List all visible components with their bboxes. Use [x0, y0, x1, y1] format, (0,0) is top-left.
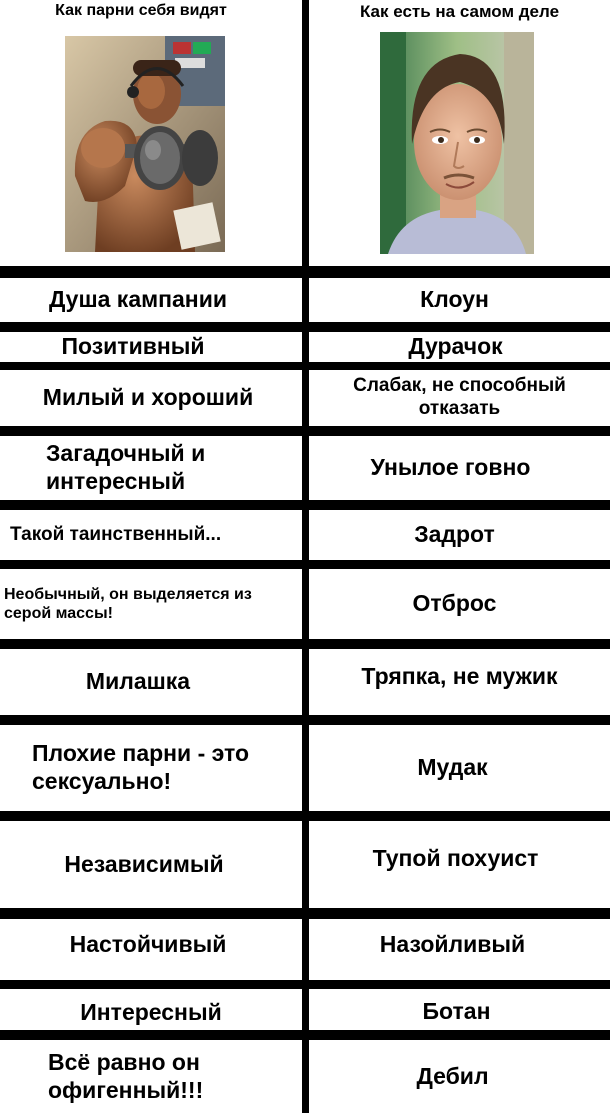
row-divider: [0, 908, 610, 919]
left-cell: [0, 278, 302, 322]
right-cell-text: Отброс: [412, 590, 497, 617]
right-cell-text: Назойливый: [379, 930, 526, 957]
right-cell-text: Унылое говно: [370, 454, 531, 481]
left-cell-text: Плохие парни - это сексуально!: [32, 740, 250, 794]
right-cell-text: Дурачок: [408, 333, 503, 360]
right-cell-text: Тряпка, не мужик: [361, 663, 558, 690]
left-cell-text: Милашка: [85, 668, 191, 695]
right-cell-text: Ботан: [422, 997, 491, 1024]
right-cell: [309, 436, 610, 500]
right-cell: [309, 1040, 610, 1113]
right-cell: [309, 510, 610, 560]
right-cell: [309, 332, 610, 362]
row-divider: [0, 266, 610, 278]
right-cell: [309, 649, 610, 715]
left-cell-text: Позитивный: [61, 333, 205, 360]
row-divider: [0, 639, 610, 649]
row-divider: [0, 362, 610, 370]
left-cell: [0, 569, 302, 639]
vertical-divider: [302, 0, 309, 1113]
row-divider: [0, 811, 610, 821]
right-cell: [309, 725, 610, 811]
right-cell-text: Слабак, не способный отказать: [353, 375, 566, 419]
left-cell-text: Необычный, он выделяется из серой массы!: [4, 585, 252, 622]
left-cell-text: Милый и хороший: [42, 384, 254, 411]
young-man-photo: [380, 32, 534, 254]
left-cell-text: Душа кампании: [49, 286, 227, 313]
right-cell: [309, 569, 610, 639]
left-cell: [0, 436, 302, 500]
right-cell: [309, 919, 610, 980]
right-cell-text: Задрот: [414, 521, 495, 548]
left-cell: [0, 510, 302, 560]
row-divider: [0, 980, 610, 989]
right-cell: [309, 989, 610, 1030]
row-divider: [0, 426, 610, 436]
left-cell-text: Всё равно он офигенный!!!: [48, 1048, 204, 1103]
left-cell: [0, 332, 302, 362]
right-cell-text: Клоун: [420, 286, 489, 313]
left-cell-text: Такой таинственный...: [10, 523, 222, 545]
row-divider: [0, 715, 610, 725]
left-cell: [0, 649, 302, 715]
row-divider: [0, 1030, 610, 1040]
left-cell: [0, 725, 302, 811]
right-cell-text: Мудак: [417, 754, 488, 781]
right-column-title: Как есть на самом деле: [359, 2, 560, 21]
left-cell: [0, 919, 302, 980]
right-cell-text: Дебил: [416, 1062, 489, 1089]
row-divider: [0, 560, 610, 569]
right-cell-text: Тупой похуист: [372, 844, 539, 871]
left-cell-text: Независимый: [64, 850, 224, 877]
left-cell: [0, 989, 302, 1030]
left-cell-text: Настойчивый: [69, 930, 227, 957]
bodybuilder-photo: [65, 36, 225, 252]
left-cell-text: Загадочный и интересный: [46, 440, 206, 494]
left-cell: [0, 370, 302, 426]
row-divider: [0, 322, 610, 332]
left-cell: [0, 821, 302, 908]
right-cell: [309, 370, 610, 426]
left-column-title: Как парни себя видят: [55, 2, 227, 19]
right-cell: [309, 821, 610, 908]
left-cell-text: Интересный: [80, 998, 222, 1025]
right-cell: [309, 278, 610, 322]
left-cell: [0, 1040, 302, 1113]
header-right: [309, 0, 610, 266]
row-divider: [0, 500, 610, 510]
header-left: [0, 0, 302, 266]
